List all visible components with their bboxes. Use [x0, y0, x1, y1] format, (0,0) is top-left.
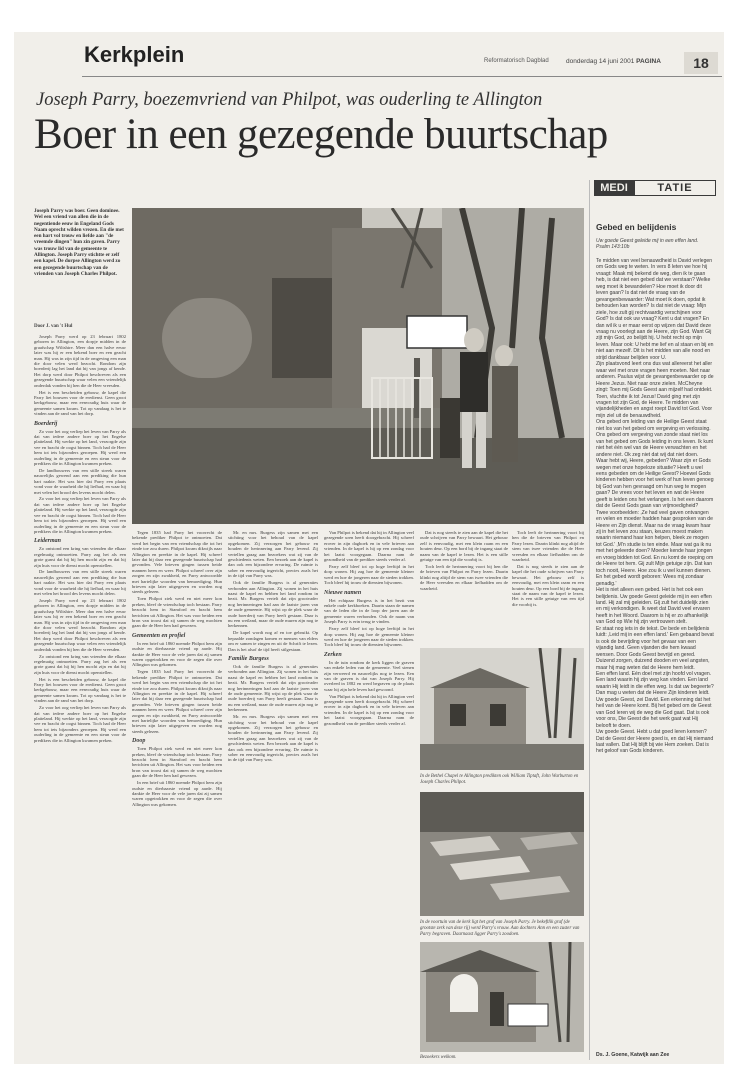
paragraph: Van Philpot is bekend dat hij in Allington veel gezegende uren heeft doorgebracht. Hij schreef erover in zijn dagboek en in vele brieven aan vrienden. In de kapel is hij op een zondag voor het laatst voorgegaan. Daarna nam de gezondheid van de prediker steeds verder af. [324, 693, 414, 726]
paragraph: Joseph Parry werd op 23 februari 1802 geboren in Allington, een dorpje midden in de graafschap Wiltshire. Meer dan een halve eeuw later was hij er een bekend boer en een geacht man. Hij was in zijn tijd in de omgeving een man die door velen werd bezocht. Rondom zijn boerderij lag het land dat hij van jongs af kende. Het dorp werd door Philpot beschreven als een gezegende buurtschap waar velen een vriendelijk onderdak vonden bij hen die de Heer vreesden. [34, 597, 126, 652]
paragraph: Parry zelf bleef tot op hoge leeftijd in het dorp wonen. Hij zag hoe de gemeente kleiner werd en hoe de jongeren naar de steden trokken. Toch bleef hij trouw de diensten bijwonen. [324, 626, 414, 648]
paragraph: Het is een bescheiden gebouw, de kapel die Parry liet bouwen voor de eredienst. Geen groot kerkgebouw, maar een eenvoudig huis waar de gemeente samen kwam. Tot op vandaag is het te vinden aan de rand van het dorp. [34, 676, 126, 704]
subheading: Boerderij [34, 420, 58, 427]
meditation-verse [596, 238, 714, 250]
paragraph: Dat is nog steeds te zien aan de kapel die het oude schrijven van Parry bewaart. Het gebouw zelf is eenvoudig, met een klein raam en een houten deur. Op een bord bij de ingang staat de naam van de kapel te lezen. Het is een stille getuige van een tijd die voorbij is. [420, 530, 508, 563]
paragraph: Joseph Parry werd op 23 februari 1802 geboren in Allington, een dorpje midden in de graafschap Wiltshire. Meer dan een halve eeuw later was hij er een bekend boer en een geacht man. Hij was in zijn tijd in de omgeving een man die door velen werd bezocht. Rondom zijn boerderij lag het land dat hij van jongs af kende. Het dorp werd door Philpot beschreven als een gezegende buurtschap waar velen een vriendelijk onderdak vonden bij hen die de Heer vreesden. [34, 334, 126, 388]
photo-chapel-couple [132, 208, 584, 524]
photo-chapel-exterior [420, 648, 584, 770]
paragraph: Zo voor het oog verliep het leven van Parry als dat van iedere andere boer op het Engelse platteland. Hij werkte op het land, verzorgde zijn vee en bracht de oogst binnen. Toch had de Heer hem tot iets bijzonders geroepen. Hij werd een ouderling in de gemeente en een steun voor de predikers die in Allington kwamen preken. [34, 496, 126, 534]
paragraph: Tegen 1835 had Parry het voorrecht de bekende prediker Philpot te ontmoeten. Dat werd het begin van een vriendschap die tot het einde toe zou duren. Philpot kwam dikwijls naar Allington en preekte in de kapel. Hij schreef later dat hij daar een gezegende buurtschap had gevonden. Vele brieven gingen tussen beide mannen heen en weer. Philpot schreef over zijn zorgen en zijn zwakheid, en Parry antwoordde met hartelijke woorden van bemoediging. Hun brieven zijn later uitgegeven en worden nog steeds gelezen. [132, 669, 222, 734]
article-byline: Door J. van 't Hul [34, 324, 73, 329]
paragraph: Het echtpaar Burgess is in het bezit van enkele oude kerkboeken. Daarin staan de namen van de leden die in de loop der jaren aan de gemeente waren verbonden. Ook de naam van Joseph Parry is erin terug te vinden. [324, 597, 414, 625]
meditation-author: Ds. J. Goene, Katwijk aan Zee [596, 1052, 670, 1058]
meditatie-logo [594, 180, 716, 196]
paragraph: In een brief uit 1860 noemde Philpot hem zijn oudste en dierbaarste vriend op aarde. Hij dankte de Heer voor de vele jaren dat zij samen waren opgetrokken en voor de zegen die over Allington was gekomen. [132, 780, 222, 807]
verse-reference: Psalm 143:10b [596, 244, 630, 250]
paragraph: Het is een bescheiden gebouw, de kapel die Parry liet bouwen voor de eredienst. Geen groot kerkgebouw, maar een eenvoudig huis waar de gemeente samen kwam. Tot op vandaag is het te vinden aan de rand van het dorp. [34, 389, 126, 417]
paragraph: Dat is nog steeds te zien aan de kapel die het oude schrijven van Parry bewaart. Het gebouw zelf is eenvoudig, met een klein raam en een houten deur. Op een bord bij de ingang staat de naam van de kapel te lezen. Het is een stille getuige van een tijd die voorbij is. [512, 563, 584, 607]
newspaper-page [14, 32, 724, 1064]
paragraph: In de tuin rondom de kerk liggen de graven van enkele leden van de gemeente. Veel stenen zijn verweerd en nauwelijks nog te lezen. Een van de graven is dat van Joseph Parry. Hij overleed in 1882 en werd begraven op de plaats waar hij zijn hele leven had gewoond. [324, 659, 414, 692]
paragraph: Tegen 1835 had Parry het voorrecht de bekende prediker Philpot te ontmoeten. Dat werd het begin van een vriendschap die tot het einde toe zou duren. Philpot kwam dikwijls naar Allington en preekte in de kapel. Hij schreef later dat hij daar een gezegende buurtschap had gevonden. Vele brieven gingen tussen beide mannen heen en weer. Philpot schreef over zijn zorgen en zijn zwakheid, en Parry antwoordde met hartelijke woorden van bemoediging. Hun brieven zijn later uitgegeven en worden nog steeds gelezen. [132, 530, 222, 595]
article-column-2 [132, 530, 222, 1062]
caption-graves: In de voortuin van de kerk ligt het graf van Joseph Parry. Je bekeftlik graf (de grootste zerk van deze rij) werd Parry's vrouw. Aan dochters Ann en een zuster van Parry begraven. Daarnaast ligger Parry's zoodoen. [420, 920, 580, 937]
paragraph: Zo ontstond een kring van vrienden die elkaar regelmatig ontmoetten. Parry zag het als een grote gunst dat hij bij hen mocht zijn en dat hij zijn huis voor de dienst mocht openstellen. [34, 546, 126, 568]
issue-date [566, 58, 661, 65]
caption-welcome: Bezoekers welkom. [420, 1055, 457, 1060]
paragraph: Mr. en mrs. Burgess zijn samen met een stichting voor het behoud van de kapel opgekomen. Zij verzorgen het gebouw en houden de herinnering aan Parry levend. Zij vertellen graag aan bezoekers wat zij van de geschiedenis weten. Een bezoek aan de kapel is dan ook een bijzondere ervaring. De ruimte is sober en eenvoudig ingericht, precies zoals het in de tijd van Parry was. [228, 530, 318, 579]
meditation-paragraph: Het is niet alleen een gebed. Het is het ook een belijdenis. Uw goede Geest geleide mij in een effen land. Hij zal mij geleiden. Gij zult het duidelijk zien en mij verkondigen. Ik weet dat David veel ervaren heeft in het Woord. Daarom is hij er zo afhankelijk van God op Wie hij zijn vertrouwen stelt. [596, 587, 712, 626]
meditation-paragraph: Een effen land. Eén doel met zijn hoofd vol vragen. Een land waarin hij zijn weg kan vinden. Een land waarin Hij leidt in die effen weg. Is dat uw begeerte? Dan mag u weten dat de Heere Zijn kinderen leidt. [596, 671, 714, 697]
paragraph: Mr. en mrs. Burgess zijn samen met een stichting voor het behoud van de kapel opgekomen. Zij verzorgen het gebouw en houden de herinnering aan Parry levend. Zij vertellen graag aan bezoekers wat zij van de geschiedenis weten. Een bezoek aan de kapel is dan ook een bijzondere ervaring. De ruimte is sober en eenvoudig ingericht, precies zoals het in de tijd van Parry was. [228, 714, 318, 763]
meditation-title: Gebed en belijdenis [596, 222, 677, 232]
photo-chapel-exterior-image [420, 648, 584, 770]
meditation-paragraph: Er staat nog iets in de tekst. De bede en belijdenis luidt: ‚Leid mij in een effen land.' Een gebaand bevat is ook de bevrijding voor het gevaar van een vijandig land. Geen vijanden die hem kwaad wensen. Door Gods Geest bevrijd en gered. Duizend zorgen, duizend dooden en veel angsten, maar hij mag weten dat de Heere hem leidt. [596, 625, 714, 671]
subheading: Gemeenten en profiel [132, 632, 186, 639]
paragraph: De landbouwers van een stille streek waren nauwelijks gewend aan een prediking die hun hart raakte. Het was hier dat Parry een plaats vond voor de waarheid die hij liefhad, en waar hij met velen het brood des levens mocht delen. [34, 569, 126, 597]
paragraph: Toen Philpot ziek werd en niet meer kon preken, bleef de vriendschap toch bestaan. Parry bezocht hem in Stamford en bracht hem berichten uit Allington. Het was voor beiden een bron van troost dat zij samen de weg mochten gaan die de Heer hen had gewezen. [132, 596, 222, 629]
meditatie-logo-right: TATIE [634, 180, 716, 196]
header-rule [82, 76, 722, 77]
article-kicker: Joseph Parry, boezemvriend van Philpot, was ouderling te Allington [36, 90, 543, 110]
article-headline: Boer in een gezegende buurtschap [34, 111, 608, 158]
meditatie-logo-left: MEDI [594, 180, 634, 196]
subheading: Nieuwe namen [324, 589, 362, 596]
article-intro: Joseph Parry was boer. Geen dominee. Wel een vriend van allen die in de negentiende eeuw in Engeland Gods Naam oprecht wilden vrezen. En die met een hart vol trouw en liefde aan "de vreemde dingen" hun zin gaven. Parry was trouw lid van de gemeente te Allington. Joseph Parry stichtte er zelf een kapel. De dorpse Allington werd zo een gezegende buurtschap van de vrienden van Joseph Charles Philpot. [34, 208, 124, 277]
photo-graves [420, 792, 584, 916]
photo-chapel-sign [420, 942, 584, 1052]
photo-graves-image [420, 792, 584, 916]
meditation-paragraph: Te midden van veel benauwdheid is David verlegen om Gods weg te weten. In vers 8 leten we hoe hij vraagt: Maak mij bekend de weg, dien ik te gaan heb, is dat niet een gebed dat we verstaan? Welke weg moet ik bewandelen? Hoe moet ik door dit leven gaan? Is dat niet de vraag van de gevangenbewaarder: Wat moet ik doen, opdat ik behouden kan worden? Is dat niet de vraag: Mijn ziele, hoe zult gij rechtvaardig verschijnen voor God? Is dat ook uw vraag? Kent u dat vragen? En dan wil ik u er maar eerst op wijzen dat David deze vraag nu voorlegt aan de Heere, zijn God. Want Gij zijt mijn God, zo belijdt hij. U hebt recht op mijn leven. Maar ook: U hebt me lief en al staan en bij en niet aan mezelf. Dit is het midden van alle nood en strijd dankbaar belijden voor U. [596, 258, 714, 361]
paragraph: In een brief uit 1860 noemde Philpot hem zijn oudste en dierbaarste vriend op aarde. Hij dankte de Heer voor de vele jaren dat zij samen waren opgetrokken en voor de zegen die over Allington was gekomen. [132, 640, 222, 668]
subheading: Zerken [324, 651, 342, 658]
section-title: Kerkplein [84, 42, 185, 67]
paragraph: Toch leeft de herinnering voort bij hen die de brieven van Philpot en Parry lezen. Daarin klinkt nog altijd de stem van twee vrienden die de Heer vreesden en elkaar liefhadden om de waarheid. [420, 563, 508, 591]
meditation-paragraph: Twee voorbeelden: ‚Ze had veel gaven ontvangen en velen en moeder hadden haar gesproken van de Heere en Zijn dienst. Maar na de vraag kwam haar zij in het leven zou staan, keuzes moest maken waarin niemand haar kon helpen, bleek ze mogen tot God.' ‚M'n studie is ten einde. Maar wat ga ik nu met het geleerde doen? Moeder kende haar jongen en vroeg bidden tot God. En nu komt de roeping om de Heere tot hem. Gij zult Mijn getuige zijn. Dat kan toch nooit, Heere. Hoe zou ik u wel kunnen dienen. En het gebed wordt geboren: Wees mij zondaar genadig.' [596, 509, 714, 587]
subheading: Leiderman [34, 538, 61, 545]
article-column-5 [420, 530, 508, 642]
paragraph: Zo voor het oog verliep het leven van Parry als dat van iedere andere boer op het Engelse platteland. Hij werkte op het land, verzorgde zijn vee en bracht de oogst binnen. Toch had de Heer hem tot iets bijzonders geroepen. Hij werd een ouderling in de gemeente en een steun voor de predikers die in Allington kwamen preken. [34, 428, 126, 467]
subheading: Doop [132, 738, 146, 745]
subheading: Familie Burgess [228, 655, 269, 662]
article-column-1 [34, 334, 126, 1062]
photo-chapel-sign-image [420, 942, 584, 1052]
article-column-6 [512, 530, 584, 642]
meditation-body [596, 258, 714, 1064]
column-divider [589, 180, 590, 1060]
page-header [14, 32, 724, 72]
meditation-paragraph: Uw goede Geest, zei David. Een erkenning dat het heil van de Heere komt. Bij het gebed om de Geest van God leren wij de weg die God gaat. Dat is ook voor ons, Die Geest die het werk gaat wat Hij belooft te doen. [596, 696, 712, 729]
paragraph: Zo ontstond een kring van vrienden die elkaar regelmatig ontmoetten. Parry zag het als een grote gunst dat hij bij hen mocht zijn en dat hij zijn huis voor de dienst mocht openstellen. [34, 653, 126, 675]
verse-text: Uw goede Geest geleide mij in een effen land. [596, 238, 699, 244]
paragraph: Van Philpot is bekend dat hij in Allington veel gezegende uren heeft doorgebracht. Hij schreef erover in zijn dagboek en in vele brieven aan vrienden. In de kapel is hij op een zondag voor het laatst voorgegaan. Daarna nam de gezondheid van de prediker steeds verder af. [324, 530, 414, 563]
paragraph: De kapel wordt nog af en toe gebruikt. Op bepaalde zondagen komen er mensen van elders om er samen te zingen en uit de Schrift te lezen. Dan is het alsof de tijd heeft stilgestaan. [228, 630, 318, 652]
article-column-4 [324, 530, 414, 1062]
paragraph: Toen Philpot ziek werd en niet meer kon preken, bleef de vriendschap toch bestaan. Parry bezocht hem in Stamford en bracht hem berichten uit Allington. Het was voor beiden een bron van troost dat zij samen de weg mochten gaan die de Heer hen had gewezen. [132, 746, 222, 779]
paragraph: Zo voor het oog verliep het leven van Parry als dat van iedere andere boer op het Engelse platteland. Hij werkte op het land, verzorgde zijn vee en bracht de oogst binnen. Toch had de Heer hem tot iets bijzonders geroepen. Hij werd een ouderling in de gemeente en een steun voor de predikers die in Allington kwamen preken. [34, 705, 126, 743]
meditation-paragraph: Waar hebt wij, Heere, gebeden? Waar zijn er Gods wegen met onze hopeloze situatie? Heeft u wel eens gebeden om de Heilige Geest? Hoewel Gods kinderen hebben voor het werk of hun leven genoeg bij God van hen gevraagd om hun weg te mogen gaan? De vrees voor het leven en wat de Heere geeft is leiden ons het verlangen. Is het een daarom dat de Geest Gods gaan van vrijmoedigheid? [596, 458, 714, 510]
meditation-paragraph: Ons gebed om leiding van de Heilige Geest staat niet los van het gebed om vergeving en verlossing. Ons gebed om vergeving van zonde staat niet los van het gebed om Gods leiding in ons leven. Ik kunt niet het één wel van de Heere verwachten en het andere niet. Ok zeg niet dat wij dat niet doen. [596, 419, 713, 458]
paragraph: Toch leeft de herinnering voort bij hen die de brieven van Philpot en Parry lezen. Daarin klinkt nog altijd de stem van twee vrienden die de Heer vreesden en elkaar liefhadden om de waarheid. [512, 530, 584, 563]
date-text: donderdag 14 juni 2001 [566, 58, 635, 65]
paragraph: De landbouwers van een stille streek waren nauwelijks gewend aan een prediking die hun hart raakte. Het was hier dat Parry een plaats vond voor de waarheid die hij liefhad, en waar hij met velen het brood des levens mocht delen. [34, 467, 126, 495]
paragraph: Ook de familie Burgess is al generaties verbonden aan Allington. Zij wonen in het huis naast de kapel en hebben het land rondom in bezit. Mr. Burgess vertelt dat zijn grootvader nog herinneringen had aan de laatste jaren van de oude gemeente. Hij wijst op de plek waar de oude boerderij van Parry heeft gestaan. Daar is nu een weiland, maar de oude muren zijn nog te herkennen. [228, 580, 318, 629]
page-label: PAGINA [636, 58, 661, 65]
photo-chapel-couple-image [132, 208, 584, 524]
meditation-paragraph: Zijn plaatsvond leert ons dus wat allereerst het aller waar wel met onze vragen heen moeten. Niet naar anderen. Paulus wijst de gevangenbewaarder op de Heere Jezus. Niet naar onze zielen. McCheyne zingt: Toen mij Gods Geest aan mijzelf had ontdekt. Toen, vluchtte ik tot Jezus! David ging met zijn vragen tot zijn God, de Heere. Te midden van vijandelijkheden en angst roept David tot God. Voor mijn ziel uit de benauwdheid. [596, 361, 714, 419]
publication-name: Reformatorisch Dagblad [484, 58, 549, 64]
paragraph: Ook de familie Burgess is al generaties verbonden aan Allington. Zij wonen in het huis naast de kapel en hebben het land rondom in bezit. Mr. Burgess vertelt dat zijn grootvader nog herinneringen had aan de laatste jaren van de oude gemeente. Hij wijst op de plek waar de oude boerderij van Parry heeft gestaan. Daar is nu een weiland, maar de oude muren zijn nog te herkennen. [228, 663, 318, 713]
article-column-3 [228, 530, 318, 1062]
paragraph: Parry zelf bleef tot op hoge leeftijd in het dorp wonen. Hij zag hoe de gemeente kleiner werd en hoe de jongeren naar de steden trokken. Toch bleef hij trouw de diensten bijwonen. [324, 563, 414, 586]
meditation-paragraph: Uw goede Geest. Hebt u dat goed leren kennen? Dat de Geest der Heere goed is, en dat Hij niemand laat vallen. Dat Hij blijft bij wie Hem zoeken. Dat is het geloof van Gods kinderen. [596, 729, 714, 755]
page-number: 18 [684, 52, 718, 74]
caption-chapel: In de Bethel Chapel te Allington predikten ook William Tiptaft, John Warburton en Joseph Charles Philpot. [420, 774, 579, 785]
